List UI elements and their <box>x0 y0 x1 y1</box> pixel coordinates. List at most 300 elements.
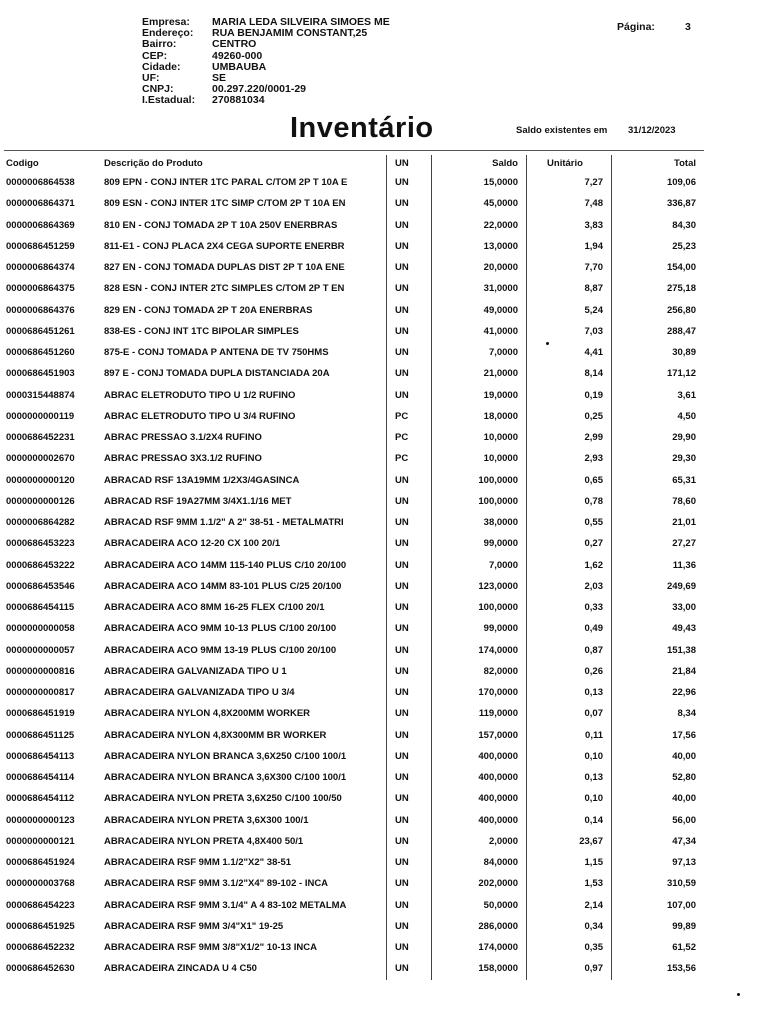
header-field-value: 270881034 <box>212 94 265 107</box>
cell-description: 827 EN - CONJ TOMADA DUPLAS DIST 2P T 10A ENE <box>104 262 345 274</box>
cell-description: ABRACADEIRA NYLON BRANCA 3,6X250 C/100 100/1 <box>104 750 347 762</box>
cell-total: 29,90 <box>672 432 696 444</box>
cell-total: 171,12 <box>666 368 696 380</box>
cell-unit: UN <box>387 661 432 682</box>
cell-unit: UN <box>387 852 432 873</box>
table-row <box>6 746 700 767</box>
cell-unit: UN <box>387 278 432 299</box>
header-field <box>142 95 390 106</box>
cell-unit: UN <box>387 300 432 321</box>
cell-saldo: 174,0000 <box>478 644 518 656</box>
cell-unit-price: 1,62 <box>527 555 612 576</box>
header-field-label: CNPJ: <box>142 83 174 96</box>
cell-unit-price: 0,65 <box>527 470 612 491</box>
cell-unit-price: 7,70 <box>527 257 612 278</box>
cell-unit: UN <box>387 895 432 916</box>
cell-unit-price: 0,87 <box>527 640 612 661</box>
cell-total: 154,00 <box>666 262 696 274</box>
cell-saldo: 13,0000 <box>483 240 518 252</box>
cell-unit: UN <box>387 746 432 767</box>
table-row <box>6 215 700 236</box>
header-field-label: Empresa: <box>142 16 190 28</box>
cell-saldo: 400,0000 <box>478 750 518 762</box>
cell-saldo: 123,0000 <box>478 580 518 592</box>
table-row <box>6 533 700 554</box>
cell-saldo: 49,0000 <box>483 304 518 316</box>
saldo-label: Saldo existentes em <box>516 125 608 136</box>
cell-unit-price: 8,87 <box>527 278 612 299</box>
cell-code: 0000686454114 <box>6 772 75 784</box>
cell-total: 84,30 <box>672 219 696 231</box>
cell-total: 8,34 <box>677 708 696 720</box>
cell-code: 0000006864282 <box>6 517 75 529</box>
cell-unit-price: 5,24 <box>527 300 612 321</box>
cell-code: 0000000003768 <box>6 878 75 890</box>
table-row <box>6 852 700 873</box>
cell-description: ABRAC ELETRODUTO TIPO U 1/2 RUFINO <box>104 389 296 401</box>
cell-saldo: 7,0000 <box>488 559 518 571</box>
cell-total: 61,52 <box>672 942 696 954</box>
table-row <box>6 661 700 682</box>
cell-code: 0000686454113 <box>6 750 75 762</box>
cell-description: 829 EN - CONJ TOMADA 2P T 20A ENERBRAS <box>104 304 313 316</box>
table-row <box>6 725 700 746</box>
cell-unit-price: 0,26 <box>527 661 612 682</box>
cell-code: 0000006864376 <box>6 304 75 316</box>
cell-saldo: 20,0000 <box>483 262 518 274</box>
cell-total: 78,60 <box>672 495 696 507</box>
cell-unit-price: 8,14 <box>527 363 612 384</box>
header-field-value: UMBAUBA <box>212 60 267 73</box>
cell-saldo: 99,0000 <box>483 623 518 635</box>
cell-total: 275,18 <box>666 283 696 295</box>
cell-total: 4,50 <box>677 410 696 422</box>
header-field-value: MARIA LEDA SILVEIRA SIMOES ME <box>212 16 390 28</box>
cell-unit-price: 0,97 <box>527 958 612 979</box>
cell-code: 0000686451924 <box>6 857 75 869</box>
cell-code: 0000006864369 <box>6 219 75 231</box>
cell-saldo: 10,0000 <box>483 432 518 444</box>
cell-code: 0000686451260 <box>6 347 75 359</box>
cell-unit: UN <box>387 342 432 363</box>
cell-code: 0000315448874 <box>6 389 75 401</box>
cell-unit-price: 7,03 <box>527 321 612 342</box>
table-row <box>6 193 700 214</box>
cell-saldo: 202,0000 <box>478 878 518 890</box>
cell-code: 0000000000057 <box>6 644 75 656</box>
cell-code: 0000686452630 <box>6 963 75 975</box>
cell-saldo: 50,0000 <box>483 899 518 911</box>
cell-unit-price: 0,14 <box>527 810 612 831</box>
cell-saldo: 99,0000 <box>483 538 518 550</box>
table-row <box>6 448 700 469</box>
cell-description: ABRACADEIRA NYLON BRANCA 3,6X300 C/100 100/1 <box>104 772 347 784</box>
cell-total: 97,13 <box>672 857 696 869</box>
cell-saldo: 100,0000 <box>478 495 518 507</box>
table-row <box>6 321 700 342</box>
cell-code: 0000686453223 <box>6 538 75 550</box>
cell-unit-price: 0,10 <box>527 746 612 767</box>
page-indicator <box>617 21 691 33</box>
cell-total: 151,38 <box>666 644 696 656</box>
cell-unit: UN <box>387 491 432 512</box>
cell-total: 256,80 <box>666 304 696 316</box>
table-row <box>6 810 700 831</box>
table-row <box>6 916 700 937</box>
cell-unit: UN <box>387 576 432 597</box>
table-row <box>6 342 700 363</box>
cell-unit-price: 0,49 <box>527 618 612 639</box>
cell-unit-price: 7,48 <box>527 193 612 214</box>
cell-description: 828 ESN - CONJ INTER 2TC SIMPLES C/TOM 2P T EN <box>104 283 345 295</box>
cell-unit-price: 2,14 <box>527 895 612 916</box>
cell-unit-price: 0,13 <box>527 767 612 788</box>
cell-description: ABRACADEIRA NYLON 4,8X300MM BR WORKER <box>104 729 327 741</box>
cell-total: 21,01 <box>672 517 696 529</box>
col-header-description: Descrição do Produto <box>104 158 203 169</box>
cell-unit-price: 0,27 <box>527 533 612 554</box>
cell-unit: UN <box>387 385 432 406</box>
cell-description: 809 ESN - CONJ INTER 1TC SIMP C/TOM 2P T 10A EN <box>104 198 346 210</box>
cell-code: 0000686452231 <box>6 432 75 444</box>
cell-unit-price: 2,03 <box>527 576 612 597</box>
col-header-total: Total <box>674 158 696 169</box>
cell-description: ABRACAD RSF 9MM 1.1/2" A 2" 38-51 - METALMATRI <box>104 517 344 529</box>
cell-description: ABRACADEIRA RSF 9MM 3.1/2"X4" 89-102 - INCA <box>104 878 329 890</box>
table-row <box>6 640 700 661</box>
table-row <box>6 172 700 193</box>
table-row <box>6 363 700 384</box>
cell-unit-price: 0,13 <box>527 682 612 703</box>
cell-code: 0000686451259 <box>6 240 75 252</box>
cell-code: 0000686451261 <box>6 325 75 337</box>
cell-saldo: 2,0000 <box>488 835 518 847</box>
header-field-value: 49260-000 <box>212 49 263 62</box>
cell-unit: UN <box>387 533 432 554</box>
cell-saldo: 170,0000 <box>478 687 518 699</box>
cell-unit-price: 2,99 <box>527 427 612 448</box>
cell-unit: UN <box>387 682 432 703</box>
header-field-label: Bairro: <box>142 38 177 51</box>
cell-unit-price: 0,33 <box>527 597 612 618</box>
cell-code: 0000686451925 <box>6 920 75 932</box>
speck-mark <box>737 993 740 996</box>
cell-code: 0000686454115 <box>6 602 75 614</box>
cell-saldo: 100,0000 <box>478 474 518 486</box>
table-row <box>6 597 700 618</box>
cell-code: 0000000002670 <box>6 453 75 465</box>
cell-unit-price: 23,67 <box>527 831 612 852</box>
table-row <box>6 767 700 788</box>
cell-code: 0000686451903 <box>6 368 75 380</box>
cell-code: 0000000000816 <box>6 665 75 677</box>
cell-description: ABRACADEIRA ACO 8MM 16-25 FLEX C/100 20/1 <box>104 602 325 614</box>
header-field <box>142 28 390 39</box>
cell-description: ABRACADEIRA ACO 14MM 115-140 PLUS C/10 20/100 <box>104 559 347 571</box>
cell-saldo: 22,0000 <box>483 219 518 231</box>
cell-description: ABRAC ELETRODUTO TIPO U 3/4 RUFINO <box>104 410 296 422</box>
cell-unit: UN <box>387 172 432 193</box>
cell-total: 30,89 <box>672 347 696 359</box>
cell-code: 0000000000123 <box>6 814 75 826</box>
cell-total: 288,47 <box>666 325 696 337</box>
cell-description: ABRACADEIRA RSF 9MM 3.1/4" A 4 83-102 METALMA <box>104 899 347 911</box>
cell-description: 838-ES - CONJ INT 1TC BIPOLAR SIMPLES <box>104 325 299 337</box>
table-row <box>6 788 700 809</box>
cell-description: ABRACAD RSF 13A19MM 1/2X3/4GASINCA <box>104 474 300 486</box>
cell-unit: UN <box>387 193 432 214</box>
cell-description: ABRACADEIRA ACO 9MM 10-13 PLUS C/100 20/100 <box>104 623 337 635</box>
cell-unit-price: 0,78 <box>527 491 612 512</box>
cell-unit-price: 2,93 <box>527 448 612 469</box>
table-row <box>6 512 700 533</box>
cell-saldo: 84,0000 <box>483 857 518 869</box>
cell-saldo: 157,0000 <box>478 729 518 741</box>
cell-description: ABRACADEIRA GALVANIZADA TIPO U 1 <box>104 665 287 677</box>
cell-unit: UN <box>387 512 432 533</box>
cell-code: 0000686451125 <box>6 729 75 741</box>
header-field <box>142 62 390 73</box>
table-row <box>6 470 700 491</box>
table-row <box>6 682 700 703</box>
cell-saldo: 400,0000 <box>478 793 518 805</box>
cell-description: ABRACADEIRA RSF 9MM 3/8"X1/2" 10-13 INCA <box>104 942 317 954</box>
cell-unit: UN <box>387 215 432 236</box>
table-row <box>6 703 700 724</box>
cell-total: 29,30 <box>672 453 696 465</box>
cell-description: ABRAC PRESSAO 3X3.1/2 RUFINO <box>104 453 262 465</box>
table-row <box>6 427 700 448</box>
cell-code: 0000000000120 <box>6 474 75 486</box>
table-row <box>6 236 700 257</box>
cell-unit: UN <box>387 363 432 384</box>
cell-unit-price: 1,15 <box>527 852 612 873</box>
cell-total: 49,43 <box>672 623 696 635</box>
cell-description: ABRACADEIRA NYLON PRETA 3,6X300 100/1 <box>104 814 309 826</box>
cell-description: ABRACADEIRA RSF 9MM 1.1/2"X2" 38-51 <box>104 857 292 869</box>
cell-unit: UN <box>387 810 432 831</box>
header-field-value: SE <box>212 72 227 85</box>
cell-saldo: 7,0000 <box>488 347 518 359</box>
cell-unit: PC <box>387 427 432 448</box>
cell-saldo: 19,0000 <box>483 389 518 401</box>
cell-description: ABRACADEIRA GALVANIZADA TIPO U 3/4 <box>104 687 295 699</box>
table-row <box>6 406 700 427</box>
cell-saldo: 45,0000 <box>483 198 518 210</box>
cell-unit: UN <box>387 618 432 639</box>
cell-total: 22,96 <box>672 687 696 699</box>
inventory-table <box>6 155 700 980</box>
header-divider <box>4 150 704 151</box>
cell-total: 310,59 <box>666 878 696 890</box>
col-header-unit: UN <box>387 155 432 172</box>
cell-unit: UN <box>387 321 432 342</box>
cell-saldo: 400,0000 <box>478 814 518 826</box>
cell-unit-price: 0,34 <box>527 916 612 937</box>
cell-unit: UN <box>387 958 432 979</box>
cell-total: 107,00 <box>666 899 696 911</box>
cell-saldo: 119,0000 <box>478 708 518 720</box>
header-field-value: RUA BENJAMIM CONSTANT,25 <box>212 27 368 40</box>
cell-unit-price: 0,10 <box>527 788 612 809</box>
header-field-label: I.Estadual: <box>142 94 196 107</box>
cell-saldo: 174,0000 <box>478 942 518 954</box>
cell-total: 47,34 <box>672 835 696 847</box>
header-field-value: CENTRO <box>212 38 257 51</box>
cell-unit: PC <box>387 448 432 469</box>
cell-description: ABRACAD RSF 19A27MM 3/4X1.1/16 MET <box>104 495 292 507</box>
table-row <box>6 576 700 597</box>
cell-description: ABRACADEIRA ACO 9MM 13-19 PLUS C/100 20/100 <box>104 644 337 656</box>
cell-total: 249,69 <box>666 580 696 592</box>
cell-total: 3,61 <box>677 389 696 401</box>
cell-saldo: 400,0000 <box>478 772 518 784</box>
page-title: Inventário <box>290 112 434 144</box>
cell-code: 0000000000058 <box>6 623 75 635</box>
cell-unit-price: 0,07 <box>527 703 612 724</box>
cell-total: 33,00 <box>672 602 696 614</box>
cell-unit: UN <box>387 703 432 724</box>
cell-unit-price: 4,41 <box>527 342 612 363</box>
table-row <box>6 300 700 321</box>
cell-saldo: 38,0000 <box>483 517 518 529</box>
table-row <box>6 555 700 576</box>
cell-saldo: 158,0000 <box>478 963 518 975</box>
cell-saldo: 31,0000 <box>483 283 518 295</box>
page-number: 3 <box>685 21 691 33</box>
cell-total: 109,06 <box>666 177 696 189</box>
cell-code: 0000000000121 <box>6 835 75 847</box>
cell-unit: UN <box>387 236 432 257</box>
cell-code: 0000686451919 <box>6 708 75 720</box>
cell-unit: UN <box>387 937 432 958</box>
cell-unit: UN <box>387 873 432 894</box>
cell-total: 153,56 <box>666 963 696 975</box>
cell-saldo: 15,0000 <box>483 177 518 189</box>
col-header-code: Codigo <box>6 158 39 169</box>
cell-code: 0000686454223 <box>6 899 75 911</box>
table-row <box>6 257 700 278</box>
cell-code: 0000000000119 <box>6 410 75 422</box>
col-header-saldo: Saldo <box>492 158 518 169</box>
cell-description: ABRACADEIRA NYLON PRETA 4,8X400 50/1 <box>104 835 304 847</box>
cell-saldo: 41,0000 <box>483 325 518 337</box>
table-row <box>6 278 700 299</box>
cell-description: 809 EPN - CONJ INTER 1TC PARAL C/TOM 2P T 10A E <box>104 177 348 189</box>
cell-description: ABRACADEIRA ZINCADA U 4 C50 <box>104 963 257 975</box>
header-field-label: Endereço: <box>142 27 194 40</box>
col-header-unit-price: Unitário <box>527 155 612 172</box>
cell-saldo: 18,0000 <box>483 410 518 422</box>
cell-unit-price: 1,94 <box>527 236 612 257</box>
table-row <box>6 831 700 852</box>
cell-total: 65,31 <box>672 474 696 486</box>
cell-unit: UN <box>387 640 432 661</box>
cell-description: ABRAC PRESSAO 3.1/2X4 RUFINO <box>104 432 262 444</box>
table-row <box>6 937 700 958</box>
cell-description: ABRACADEIRA NYLON 4,8X200MM WORKER <box>104 708 311 720</box>
cell-description: 897 E - CONJ TOMADA DUPLA DISTANCIADA 20A <box>104 368 330 380</box>
table-row <box>6 895 700 916</box>
cell-total: 17,56 <box>672 729 696 741</box>
cell-total: 21,84 <box>672 665 696 677</box>
cell-description: ABRACADEIRA NYLON PRETA 3,6X250 C/100 100/50 <box>104 793 342 805</box>
header-field <box>142 39 390 50</box>
cell-total: 336,87 <box>666 198 696 210</box>
table-row <box>6 873 700 894</box>
cell-unit: PC <box>387 406 432 427</box>
cell-unit: UN <box>387 257 432 278</box>
cell-description: 811-E1 - CONJ PLACA 2X4 CEGA SUPORTE ENERBR <box>104 240 345 252</box>
cell-code: 0000686453546 <box>6 580 75 592</box>
cell-total: 25,23 <box>672 240 696 252</box>
cell-description: ABRACADEIRA ACO 12-20 CX 100 20/1 <box>104 538 281 550</box>
saldo-date-line <box>516 125 676 136</box>
cell-total: 40,00 <box>672 793 696 805</box>
cell-saldo: 10,0000 <box>483 453 518 465</box>
cell-code: 0000006864375 <box>6 283 75 295</box>
cell-code: 0000006864374 <box>6 262 75 274</box>
cell-code: 0000000000817 <box>6 687 75 699</box>
cell-unit: UN <box>387 916 432 937</box>
cell-code: 0000006864538 <box>6 177 75 189</box>
header-field-label: Cidade: <box>142 60 181 73</box>
company-header <box>142 17 390 107</box>
cell-unit-price: 1,53 <box>527 873 612 894</box>
header-field-label: UF: <box>142 72 160 85</box>
cell-code: 0000000000126 <box>6 495 75 507</box>
saldo-date: 31/12/2023 <box>628 125 676 136</box>
cell-total: 40,00 <box>672 750 696 762</box>
cell-description: ABRACADEIRA ACO 14MM 83-101 PLUS C/25 20/100 <box>104 580 342 592</box>
table-header-row <box>6 155 700 172</box>
page-label: Página: <box>617 21 655 33</box>
cell-unit: UN <box>387 725 432 746</box>
cell-unit: UN <box>387 470 432 491</box>
cell-unit-price: 3,83 <box>527 215 612 236</box>
cell-saldo: 286,0000 <box>478 920 518 932</box>
cell-total: 52,80 <box>672 772 696 784</box>
cell-unit-price: 0,19 <box>527 385 612 406</box>
header-field-value: 00.297.220/0001-29 <box>212 83 307 96</box>
cell-total: 99,89 <box>672 920 696 932</box>
cell-unit-price: 0,11 <box>527 725 612 746</box>
cell-unit-price: 7,27 <box>527 172 612 193</box>
speck-mark <box>546 342 549 345</box>
cell-unit-price: 0,55 <box>527 512 612 533</box>
cell-code: 0000686452232 <box>6 942 75 954</box>
cell-unit: UN <box>387 597 432 618</box>
table-row <box>6 958 700 979</box>
cell-description: 875-E - CONJ TOMADA P ANTENA DE TV 750HMS <box>104 347 329 359</box>
cell-description: ABRACADEIRA RSF 9MM 3/4"X1" 19-25 <box>104 920 284 932</box>
table-row <box>6 491 700 512</box>
cell-unit: UN <box>387 831 432 852</box>
cell-unit-price: 0,35 <box>527 937 612 958</box>
cell-code: 0000006864371 <box>6 198 75 210</box>
cell-saldo: 82,0000 <box>483 665 518 677</box>
header-field-label: CEP: <box>142 49 168 62</box>
cell-unit: UN <box>387 788 432 809</box>
cell-code: 0000686454112 <box>6 793 75 805</box>
cell-total: 27,27 <box>672 538 696 550</box>
cell-unit: UN <box>387 767 432 788</box>
table-body <box>6 172 700 980</box>
cell-code: 0000686453222 <box>6 559 75 571</box>
cell-total: 56,00 <box>672 814 696 826</box>
cell-total: 11,36 <box>672 559 696 571</box>
cell-saldo: 100,0000 <box>478 602 518 614</box>
